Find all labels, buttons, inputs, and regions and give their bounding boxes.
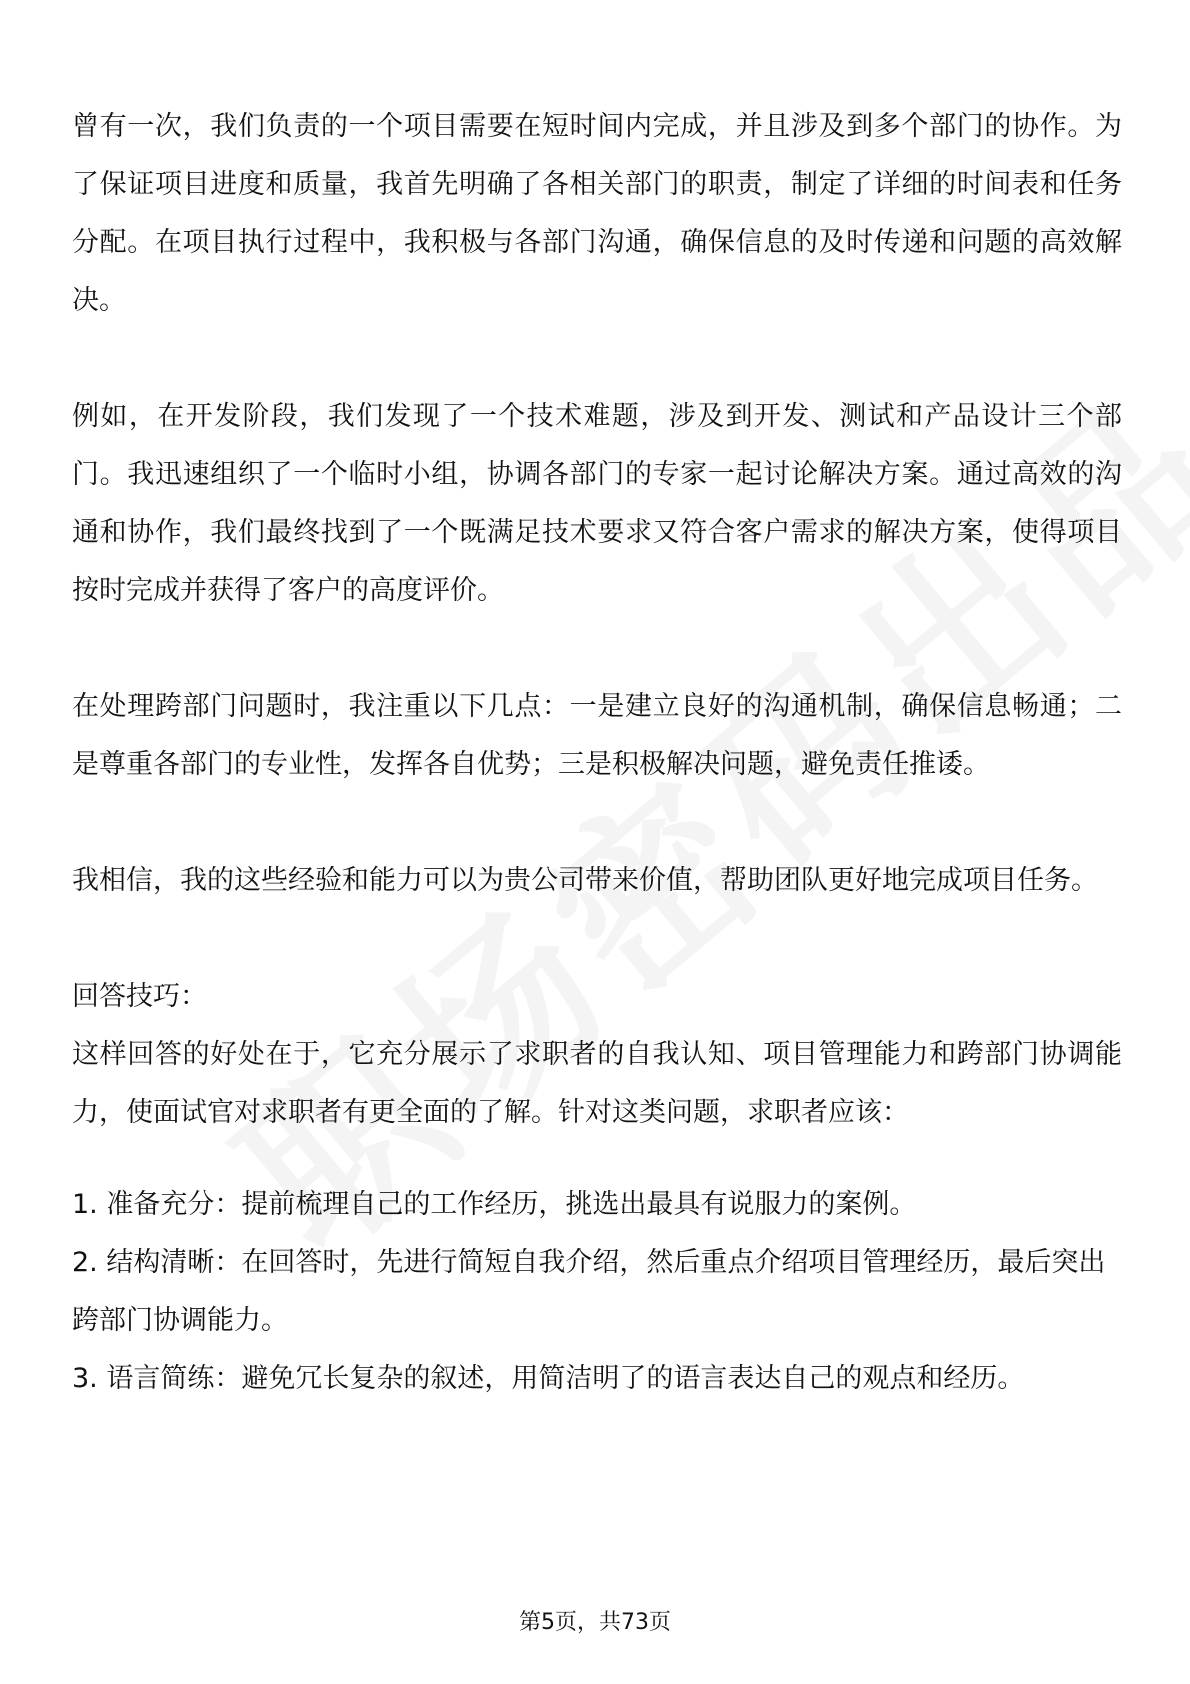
paragraph-example: 例如，在开发阶段，我们发现了一个技术难题，涉及到开发、测试和产品设计三个部门。我迅速组织了一个临时小组，协调各部门的专家一起讨论解决方案。通过高效的沟通和协作，我们最终找到了一个既满足技术要求又符合客户需求的解决方案，使得项目按时完成并获得了客户的高度评价。: [72, 401, 1122, 606]
tips-list-item: 2. 结构清晰：在回答时，先进行简短自我介绍，然后重点介绍项目管理经历，最后突出跨部门协调能力。: [72, 1247, 1106, 1336]
page-number: 第5页，共73页: [519, 1610, 671, 1635]
tips-intro: 这样回答的好处在于，它充分展示了求职者的自我认知、项目管理能力和跨部门协调能力，使面试官对求职者有更全面的了解。针对这类问题，求职者应该：: [72, 1039, 1122, 1128]
tips-heading: 回答技巧：: [72, 981, 207, 1012]
tips-list-item: 1. 准备充分：提前梳理自己的工作经历，挑选出最具有说服力的案例。: [72, 1189, 917, 1220]
tips-list-item: 3. 语言简练：避免冗长复杂的叙述，用简洁明了的语言表达自己的观点和经历。: [72, 1363, 1025, 1394]
paragraph-cross-department: 在处理跨部门问题时，我注重以下几点：一是建立良好的沟通机制，确保信息畅通；二是尊重各部门的专业性，发挥各自优势；三是积极解决问题，避免责任推诿。: [72, 691, 1122, 780]
paragraph-closing: 我相信，我的这些经验和能力可以为贵公司带来价值，帮助团队更好地完成项目任务。: [72, 865, 1098, 896]
paragraph-project-experience: 曾有一次，我们负责的一个项目需要在短时间内完成，并且涉及到多个部门的协作。为了保证项目进度和质量，我首先明确了各相关部门的职责，制定了详细的时间表和任务分配。在项目执行过程中，我积极与各部门沟通，确保信息的及时传递和问题的高效解决。: [72, 111, 1122, 316]
document-body: [72, 98, 1122, 1408]
